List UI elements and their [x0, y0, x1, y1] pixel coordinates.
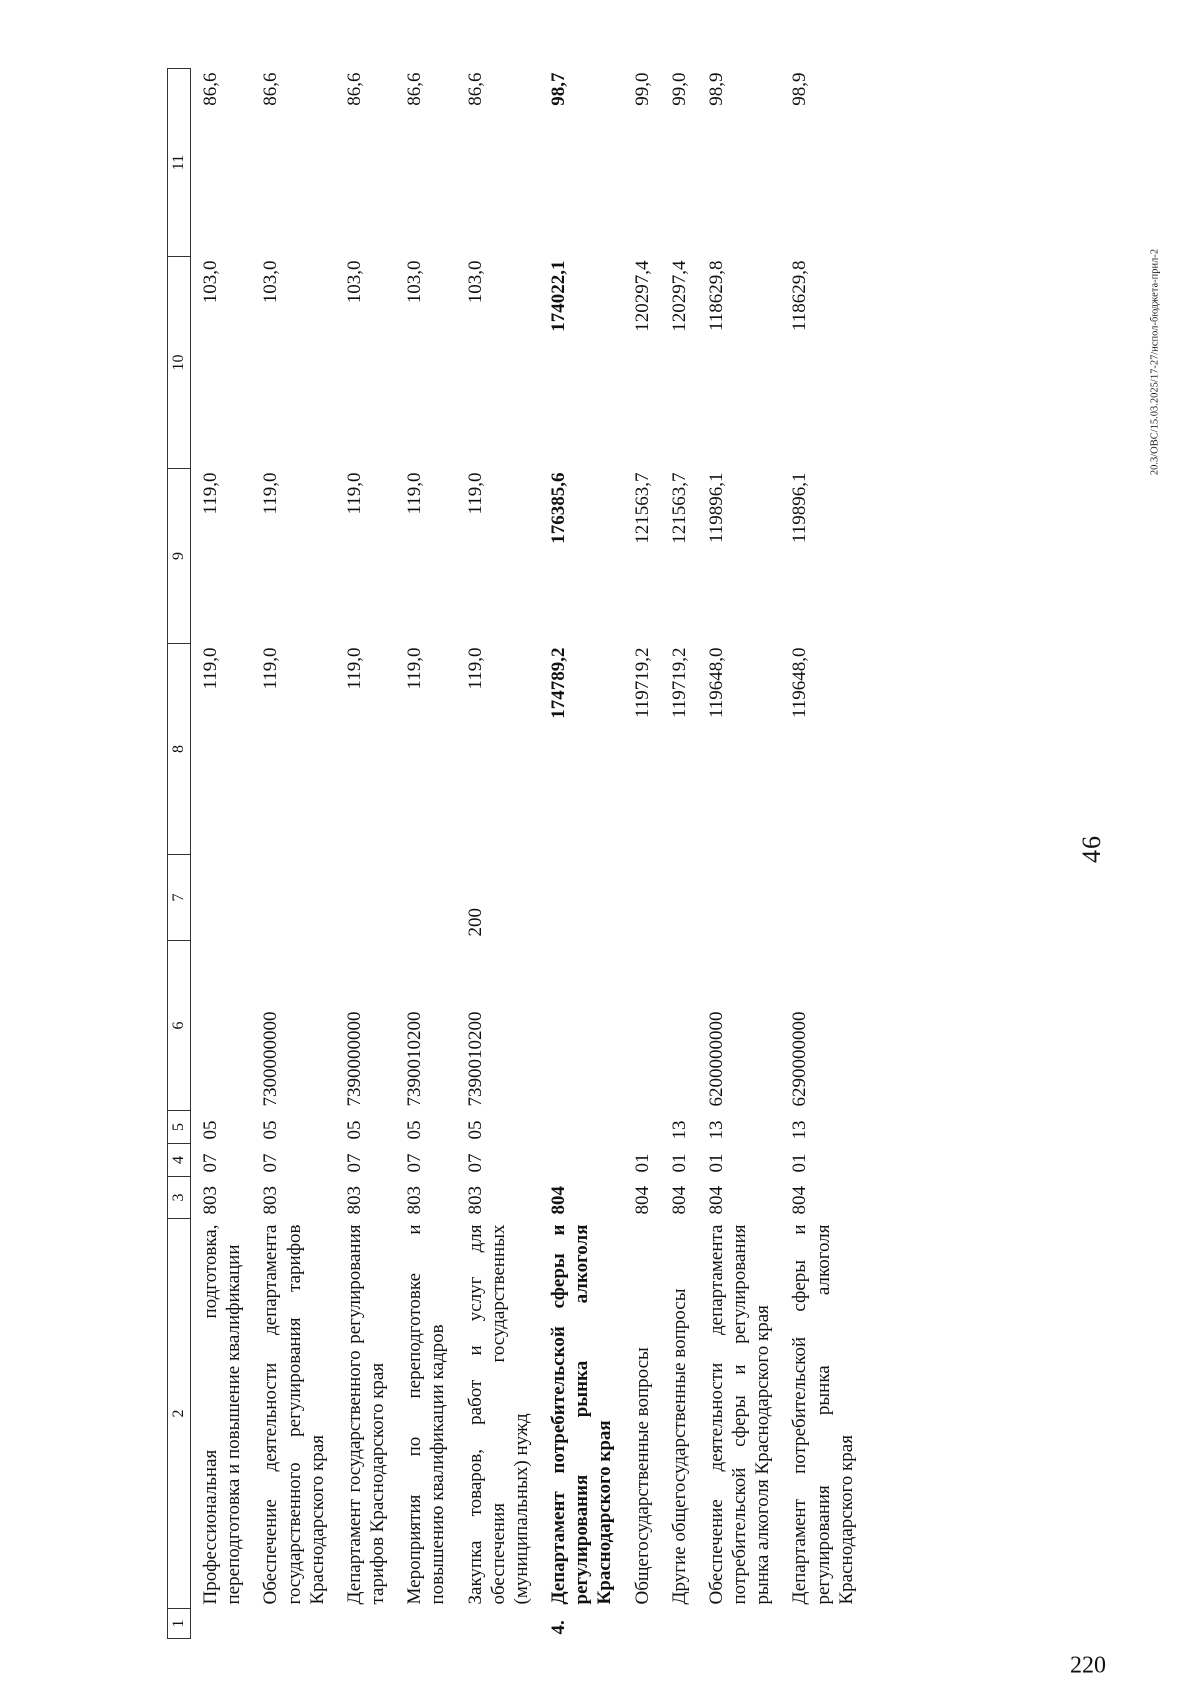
row-name: Обеспечение деятельности департамента потребительской сферы и регулирования рынка алкоголя Краснодарского края	[705, 1224, 774, 1605]
row-index	[335, 1609, 395, 1639]
row-value-9: 119896,1	[705, 472, 727, 544]
budget-table	[167, 68, 864, 1639]
row-name: Профессиональная подготовка, переподготовка и повышение квалификации	[200, 1224, 245, 1605]
row-target-code: 6290000000	[789, 1011, 811, 1107]
row-target-code	[623, 941, 660, 1111]
row-percent: 98,9	[789, 72, 811, 106]
row-subsection-code: 05	[260, 1120, 282, 1140]
row-expense-type	[251, 855, 335, 941]
row-value-8: 119,0	[200, 647, 221, 690]
row-expense-type	[660, 855, 697, 941]
row-name: Мероприятия по переподготовке и повышению квалификации кадров	[404, 1224, 449, 1605]
row-subsection-code: 05	[464, 1120, 486, 1140]
table-row	[191, 69, 252, 1639]
row-expense-type	[335, 855, 395, 941]
header-cell-5: 5	[168, 1111, 191, 1144]
row-subsection-code: 05	[343, 1120, 365, 1140]
row-subsection-code	[539, 1111, 623, 1144]
table-body	[191, 69, 864, 1639]
row-section-code: 01	[631, 1153, 653, 1173]
row-ministry-code: 803	[404, 1186, 426, 1215]
row-expense-type	[697, 855, 781, 941]
row-section-code	[539, 1144, 623, 1177]
row-value-8: 119719,2	[631, 647, 653, 719]
row-value-10: 103,0	[404, 260, 426, 304]
table-row	[623, 69, 660, 1639]
row-subsection-code: 13	[705, 1120, 727, 1140]
table-row	[456, 69, 540, 1639]
header-cell-3: 3	[168, 1177, 191, 1219]
row-value-10: 118629,8	[705, 260, 727, 332]
row-value-10: 103,0	[464, 260, 486, 304]
row-target-code	[191, 941, 252, 1111]
header-cell-1: 1	[168, 1609, 191, 1639]
row-percent: 86,6	[200, 72, 221, 106]
row-value-8: 119,0	[343, 647, 365, 690]
row-name: Общегосударственные вопросы	[631, 1347, 653, 1605]
table-row	[335, 69, 395, 1639]
row-subsection-code: 05	[404, 1120, 426, 1140]
row-value-9: 119,0	[404, 472, 426, 515]
row-index: 4.	[548, 1620, 570, 1635]
header-cell-4: 4	[168, 1144, 191, 1177]
row-expense-type	[623, 855, 660, 941]
row-subsection-code: 05	[200, 1120, 221, 1140]
row-section-code: 07	[464, 1153, 486, 1173]
row-value-9: 119,0	[464, 472, 486, 515]
row-value-8: 174789,2	[548, 647, 570, 719]
row-value-10: 174022,1	[548, 260, 570, 332]
header-cell-8: 8	[168, 644, 191, 855]
table-row	[251, 69, 335, 1639]
row-section-code: 07	[260, 1153, 282, 1173]
sheet-number: 220	[1070, 1652, 1106, 1679]
row-index	[780, 1609, 864, 1639]
row-index	[395, 1609, 455, 1639]
row-ministry-code: 803	[200, 1186, 221, 1215]
header-row	[168, 69, 191, 1639]
row-value-8: 119,0	[404, 647, 426, 690]
row-name: Департамент потребительской сферы и регулирования рынка алкоголя Краснодарского края	[548, 1224, 616, 1605]
row-value-8: 119719,2	[668, 647, 690, 719]
row-target-code: 7390010200	[464, 1011, 486, 1107]
row-ministry-code: 804	[668, 1186, 690, 1215]
row-expense-type	[780, 855, 864, 941]
row-index	[191, 1609, 252, 1639]
row-name: Закупка товаров, работ и услуг для обеспечения государственных (муниципальных) нужд	[464, 1224, 532, 1605]
budget-table-rotated	[167, 69, 1107, 1639]
row-percent: 86,6	[343, 72, 365, 106]
header-cell-7: 7	[168, 855, 191, 941]
table-row	[697, 69, 781, 1639]
row-subsection-code: 13	[789, 1120, 811, 1140]
row-percent: 99,0	[668, 72, 690, 106]
file-stamp: 20.3/ОВС/15.03.2025/17-27/испол-бюджета-прил-2	[1149, 248, 1161, 476]
row-percent: 86,6	[260, 72, 282, 106]
row-section-code: 07	[200, 1153, 221, 1173]
page-number: 46	[1077, 835, 1106, 863]
row-expense-type: 200	[464, 908, 486, 937]
row-value-10: 120297,4	[631, 260, 653, 332]
row-ministry-code: 804	[705, 1186, 727, 1215]
row-index	[623, 1609, 660, 1639]
row-expense-type	[395, 855, 455, 941]
row-value-9: 119,0	[343, 472, 365, 515]
table-row	[660, 69, 697, 1639]
header-cell-9: 9	[168, 469, 191, 644]
row-index	[251, 1609, 335, 1639]
table-row	[780, 69, 864, 1639]
row-section-code: 01	[705, 1153, 727, 1173]
row-section-code: 07	[404, 1153, 426, 1173]
row-section-code: 01	[668, 1153, 690, 1173]
row-expense-type	[539, 855, 623, 941]
row-percent: 99,0	[631, 72, 653, 106]
row-subsection-code: 13	[668, 1120, 690, 1140]
row-target-code: 7390010200	[404, 1011, 426, 1107]
header-cell-6: 6	[168, 941, 191, 1111]
row-value-9: 119,0	[200, 472, 221, 515]
table-row	[395, 69, 455, 1639]
row-ministry-code: 803	[464, 1186, 486, 1215]
row-ministry-code: 804	[789, 1186, 811, 1215]
row-value-10: 120297,4	[668, 260, 690, 332]
row-target-code	[660, 941, 697, 1111]
row-value-8: 119648,0	[705, 647, 727, 719]
row-target-code	[539, 941, 623, 1111]
row-ministry-code: 803	[260, 1186, 282, 1215]
row-value-8: 119648,0	[789, 647, 811, 719]
row-name: Департамент потребительской сферы и регулирования рынка алкоголя Краснодарского края	[789, 1224, 857, 1605]
row-target-code: 7300000000	[260, 1011, 282, 1107]
row-name: Другие общегосударственные вопросы	[668, 1288, 690, 1605]
row-value-10: 103,0	[343, 260, 365, 304]
row-percent: 98,7	[548, 72, 570, 106]
row-value-10: 118629,8	[789, 260, 811, 332]
row-ministry-code: 803	[343, 1186, 365, 1215]
row-index	[456, 1609, 540, 1639]
row-index	[660, 1609, 697, 1639]
row-value-10: 103,0	[260, 260, 282, 304]
row-value-9: 119,0	[260, 472, 282, 515]
row-percent: 86,6	[404, 72, 426, 106]
row-name: Обеспечение деятельности департамента государственного регулирования тарифов Краснодарского края	[260, 1224, 328, 1605]
row-name: Департамент государственного регулирования тарифов Краснодарского края	[343, 1224, 389, 1605]
row-section-code: 07	[343, 1153, 365, 1173]
table-row-department-total	[539, 69, 623, 1639]
row-value-10: 103,0	[200, 260, 221, 304]
row-percent: 86,6	[464, 72, 486, 106]
row-value-8: 119,0	[260, 647, 282, 690]
row-expense-type	[191, 855, 252, 941]
header-cell-2: 2	[168, 1219, 191, 1609]
row-target-code: 6200000000	[705, 1011, 727, 1107]
row-value-9: 121563,7	[631, 472, 653, 544]
row-value-8: 119,0	[464, 647, 486, 690]
row-value-9: 176385,6	[548, 472, 570, 544]
row-section-code: 01	[789, 1153, 811, 1173]
row-index	[697, 1609, 781, 1639]
row-percent: 98,9	[705, 72, 727, 106]
row-ministry-code: 804	[548, 1186, 570, 1215]
row-subsection-code	[623, 1111, 660, 1144]
row-ministry-code: 804	[631, 1186, 653, 1215]
header-cell-10: 10	[168, 257, 191, 469]
row-value-9: 119896,1	[789, 472, 811, 544]
row-target-code: 7390000000	[343, 1011, 365, 1107]
header-cell-11: 11	[168, 69, 191, 257]
row-value-9: 121563,7	[668, 472, 690, 544]
